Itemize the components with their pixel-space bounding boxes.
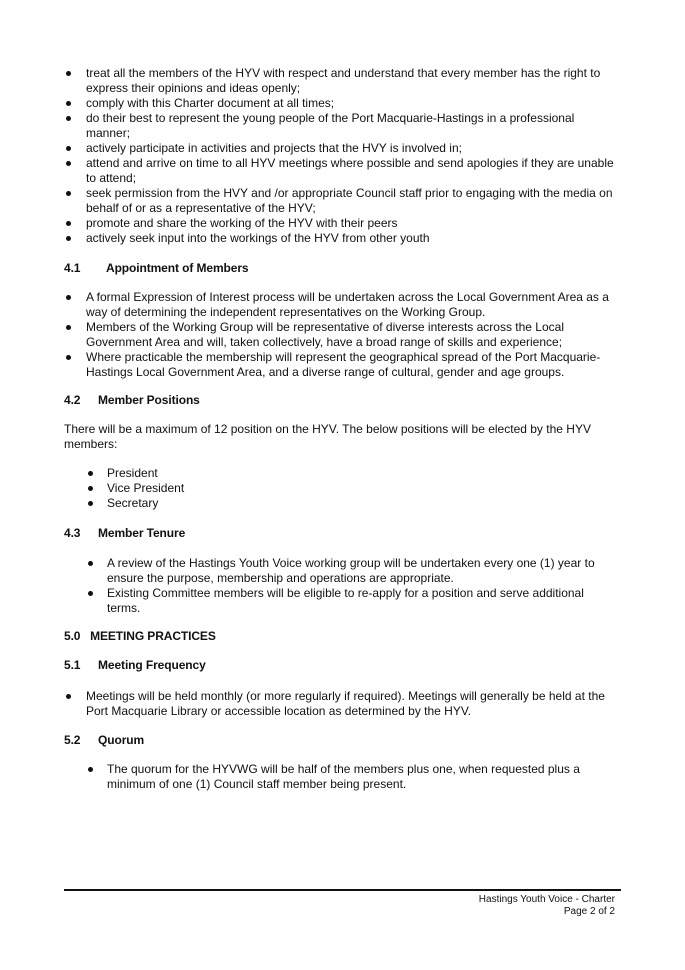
bullet-icon — [66, 236, 71, 241]
bullet-icon — [66, 161, 71, 166]
bullet-icon — [66, 71, 71, 76]
list-item-text: comply with this Charter document at all times; — [86, 96, 335, 110]
list-item-text: Meetings will be held monthly (or more regularly if required). Meetings will generally be held at the Port Macquarie Library or accessible location as determined by the HYV. — [86, 689, 605, 718]
list-item — [64, 689, 624, 719]
list-item — [64, 320, 624, 350]
bullet-icon — [66, 146, 71, 151]
section-title: Member Tenure — [98, 526, 186, 540]
list-item — [64, 66, 624, 96]
list-item — [64, 216, 624, 231]
footer-divider — [64, 889, 621, 891]
list-item-text: Members of the Working Group will be representative of diverse interests across the Local Government Area and will, taken collectively, have a broad range of skills and experience; — [86, 320, 564, 349]
section-title: Member Positions — [98, 393, 200, 407]
list-item-text: seek permission from the HVY and /or appropriate Council staff prior to engaging with the media on behalf of or as a representative of the HYV; — [86, 186, 613, 215]
section-heading: 5.0 MEETING PRACTICES — [64, 629, 216, 643]
bullet-icon — [66, 694, 71, 699]
footer-title: Hastings Youth Voice - Charter — [478, 894, 615, 905]
list-item — [64, 96, 624, 111]
list-item — [64, 156, 624, 186]
list-item — [86, 481, 386, 496]
bullet-icon — [66, 191, 71, 196]
list-item — [64, 350, 624, 380]
section-heading — [64, 658, 364, 673]
list-item — [86, 586, 626, 616]
list-item — [86, 496, 386, 511]
bullet-icon — [66, 221, 71, 226]
bullet-icon — [88, 471, 93, 476]
section-heading — [64, 393, 364, 408]
list-item-text: President — [107, 466, 158, 480]
bullet-icon — [88, 501, 93, 506]
list-item-text: Where practicable the membership will represent the geographical spread of the Port Macquarie-Hastings Local Government Area, and a diverse range of cultural, gender and age groups. — [86, 350, 601, 379]
bullet-icon — [66, 355, 71, 360]
list-item-text: actively participate in activities and projects that the HVY is involved in; — [86, 141, 462, 155]
list-item-text: actively seek input into the workings of the HYV from other youth — [86, 231, 430, 245]
section-title: Appointment of Members — [106, 261, 249, 275]
section-heading — [64, 261, 364, 276]
section-heading — [64, 526, 364, 541]
bullet-icon — [88, 486, 93, 491]
list-item — [64, 290, 624, 320]
bullet-icon — [66, 101, 71, 106]
section-number: 4.3 — [64, 526, 81, 540]
list-item-text: Secretary — [107, 496, 159, 510]
page-footer — [479, 894, 615, 918]
list-item-text: A formal Expression of Interest process will be undertaken across the Local Government Area as a way of determining the independent representatives on the Working Group. — [86, 290, 609, 319]
list-item — [86, 762, 626, 792]
list-item — [64, 111, 624, 141]
list-item-text: promote and share the working of the HYV with their peers — [86, 216, 398, 230]
list-item — [86, 556, 626, 586]
section-number: 5.1 — [64, 658, 81, 672]
paragraph: There will be a maximum of 12 position on the HYV. The below positions will be elected by the HYV members: — [64, 422, 591, 451]
section-title: Meeting Frequency — [98, 658, 206, 672]
list-item-text: treat all the members of the HYV with respect and understand that every member has the right to express their opinions and ideas openly; — [86, 66, 601, 95]
list-item-text: Existing Committee members will be eligible to re-apply for a position and serve additional terms. — [107, 586, 584, 615]
list-item — [64, 231, 624, 246]
list-item-text: Vice President — [107, 481, 185, 495]
section-number: 5.2 — [64, 733, 81, 747]
page-number: Page 2 of 2 — [563, 906, 615, 917]
bullet-icon — [88, 591, 93, 596]
list-item-text: attend and arrive on time to all HYV meetings where possible and send apologies if they are unable to attend; — [86, 156, 614, 185]
list-item — [64, 186, 624, 216]
bullet-icon — [66, 325, 71, 330]
section-heading — [64, 733, 364, 748]
list-item — [86, 466, 386, 481]
section-title: Quorum — [98, 733, 145, 747]
bullet-icon — [88, 561, 93, 566]
list-item-text: A review of the Hastings Youth Voice working group will be undertaken every one (1) year to ensure the purpose, membership and operations are appropriate. — [107, 556, 595, 585]
section-number: 4.1 — [64, 261, 81, 275]
section-number: 4.2 — [64, 393, 81, 407]
list-item-text: do their best to represent the young people of the Port Macquarie-Hastings in a professional manner; — [86, 111, 575, 140]
bullet-icon — [66, 295, 71, 300]
list-item-text: The quorum for the HYVWG will be half of the members plus one, when requested plus a minimum of one (1) Council staff member being present. — [107, 762, 580, 791]
bullet-icon — [88, 767, 93, 772]
bullet-icon — [66, 116, 71, 121]
list-item — [64, 141, 624, 156]
